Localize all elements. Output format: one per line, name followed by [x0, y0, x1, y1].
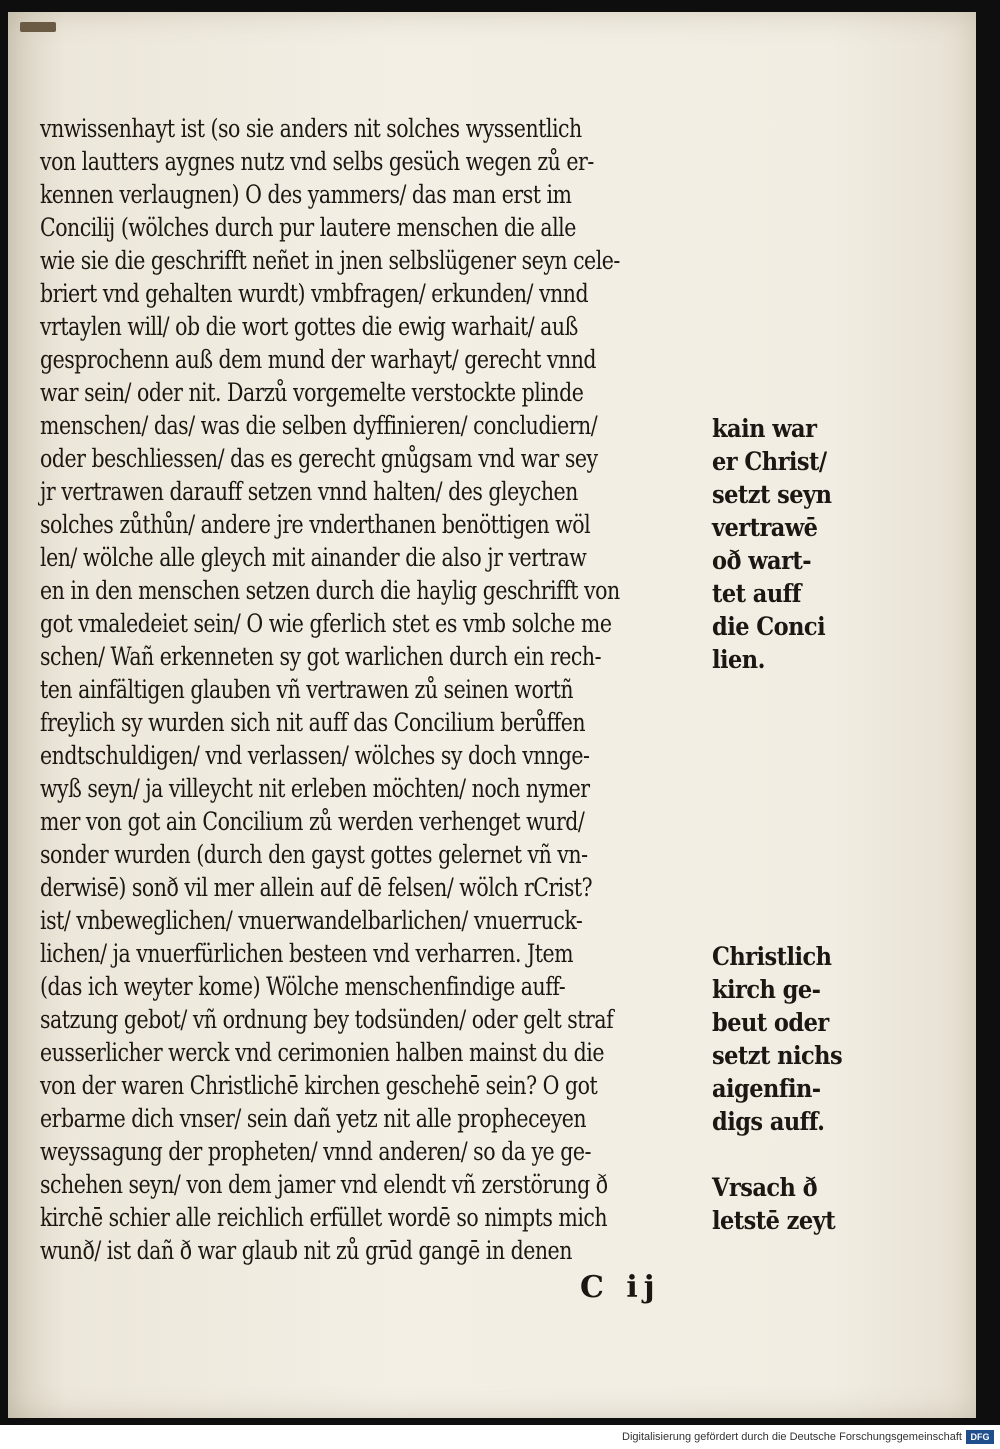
- marginal-note-line: lien.: [712, 645, 765, 674]
- footer-credit: Digitalisierung gefördert durch die Deutsche Forschungsgemeinschaft: [622, 1431, 962, 1443]
- marginal-note-line: Christlich: [712, 942, 832, 971]
- text-line: ist/ vnbeweglichen/ vnuerwandelbarlichen/ vnuerruck-: [40, 906, 583, 935]
- text-line: sonder wurden (durch den gayst gottes gelernet vñ vn-: [40, 840, 588, 869]
- text-line: weyssagung der propheten/ vnnd anderen/ so da ye ge-: [40, 1137, 591, 1166]
- marginal-notes-column: [712, 412, 852, 1237]
- text-line: gesprochenn auß dem mund der warhayt/ gerecht vnnd: [40, 345, 597, 374]
- marginal-note-line: kirch ge-: [712, 975, 821, 1004]
- marginal-note-line: vertrawē: [712, 513, 818, 542]
- marginal-note-line: Vrsach ð: [712, 1173, 818, 1202]
- text-line: oder beschliessen/ das es gerecht gnůgsam vnd war sey: [40, 444, 598, 473]
- marginal-note-line: [712, 874, 838, 907]
- marginal-note-line: oð wart-: [712, 546, 812, 575]
- text-line: ten ainfältigen glauben vñ vertrawen zů seinen wortñ: [40, 675, 574, 704]
- text-line: wunð/ ist dañ ð war glaub nit zů grūd gangē in denen: [40, 1236, 572, 1265]
- text-line: wie sie die geschrifft neñet in jnen selbslügener seyn cele-: [40, 246, 620, 275]
- page-corner-mark: [20, 22, 56, 32]
- dfg-logo: DFG: [966, 1430, 994, 1444]
- marginal-note-line: [712, 1138, 838, 1171]
- marginal-note-line: setzt seyn: [712, 480, 832, 509]
- text-line: kirchē schier alle reichlich erfüllet wordē so nimpts mich: [40, 1203, 608, 1232]
- marginal-note-line: beut oder: [712, 1008, 829, 1037]
- main-text-column: [40, 112, 720, 1267]
- text-line: endtschuldigen/ vnd verlassen/ wölches sy doch vnnge-: [40, 741, 590, 770]
- text-line: jr vertrawen darauff setzen vnnd halten/ des gleychen: [40, 477, 578, 506]
- text-line: kennen verlaugnen) O des yammers/ das man erst im: [40, 180, 572, 209]
- text-line: von lautters aygnes nutz vnd selbs gesüch wegen zů er-: [40, 147, 594, 176]
- text-line: solches zůthůn/ andere jre vnderthanen benöttigen wöl: [40, 510, 591, 539]
- text-line: got vmaledeiet sein/ O wie gferlich stet es vmb solche me: [40, 609, 612, 638]
- text-line: eusserlicher werck vnd cerimonien halben mainst du die: [40, 1038, 604, 1067]
- text-line: briert vnd gehalten wurdt) vmbfragen/ erkunden/ vnnd: [40, 279, 589, 308]
- marginal-note-line: die Conci: [712, 612, 826, 641]
- text-line: vnwissenhayt ist (so sie anders nit solches wyssentlich: [40, 114, 582, 143]
- marginal-note-line: [712, 709, 838, 742]
- text-line: derwisē) sonð vil mer allein auf dē felsen/ wölch rCrist?: [40, 873, 593, 902]
- text-line: len/ wölche alle gleych mit ainander die also jr vertraw: [40, 543, 587, 572]
- text-line: lichen/ ja vnuerfürlichen bestеen vnd verharren. Jtem: [40, 939, 574, 968]
- marginal-note-line: aigenfin-: [712, 1074, 821, 1103]
- marginal-note-line: [712, 676, 838, 709]
- text-line: schen/ Wañ erkenneten sy got warlichen durch ein rech-: [40, 642, 602, 671]
- marginal-note-line: [712, 808, 838, 841]
- text-line: satzung gebot/ vñ ordnung bey todsünden/ oder gelt straf: [40, 1005, 614, 1034]
- text-line: vrtaylen will/ ob die wort gottes die ewig warhait/ auß: [40, 312, 578, 341]
- text-line: war sein/ oder nit. Darzů vorgemelte verstockte plinde: [40, 378, 584, 407]
- marginal-note-line: kain war: [712, 414, 817, 443]
- marginal-note-line: setzt nichs: [712, 1041, 843, 1070]
- footer-bar: [0, 1425, 1000, 1449]
- marginal-note-line: [712, 775, 838, 808]
- text-line: freylich sy wurden sich nit auff das Concilium berůffen: [40, 708, 586, 737]
- marginal-note-line: digs auff.: [712, 1107, 825, 1136]
- marginal-note-line: er Christ/: [712, 447, 827, 476]
- marginal-note-line: letstē zeyt: [712, 1206, 836, 1235]
- text-line: menschen/ das/ was die selben dyffinieren/ concludiern/: [40, 411, 598, 440]
- text-line: mer von got ain Concilium zů werden verhenget wurd/: [40, 807, 585, 836]
- text-line: schehen seyn/ von dem jamer vnd elendt vñ zerstörung ð: [40, 1170, 608, 1199]
- marginal-note-line: [712, 841, 838, 874]
- text-line: von der waren Christlichē kirchen geschehē sein? O got: [40, 1071, 598, 1100]
- marginal-note-line: tet auff: [712, 579, 801, 608]
- text-line: erbarme dich vnser/ sein dañ yetz nit alle propheceyen: [40, 1104, 587, 1133]
- text-line: wyß seyn/ ja villeycht nit erleben möchten/ noch nymer: [40, 774, 590, 803]
- marginal-note-line: [712, 907, 838, 940]
- signature-mark: C ij: [580, 1270, 661, 1305]
- text-line: Concilij (wölches durch pur lautere menschen die alle: [40, 213, 576, 242]
- marginal-note-line: [712, 742, 838, 775]
- text-line: (das ich weyter kome) Wölche menschenfindige auff-: [40, 972, 566, 1001]
- text-line: en in den menschen setzen durch die haylig geschrifft von: [40, 576, 620, 605]
